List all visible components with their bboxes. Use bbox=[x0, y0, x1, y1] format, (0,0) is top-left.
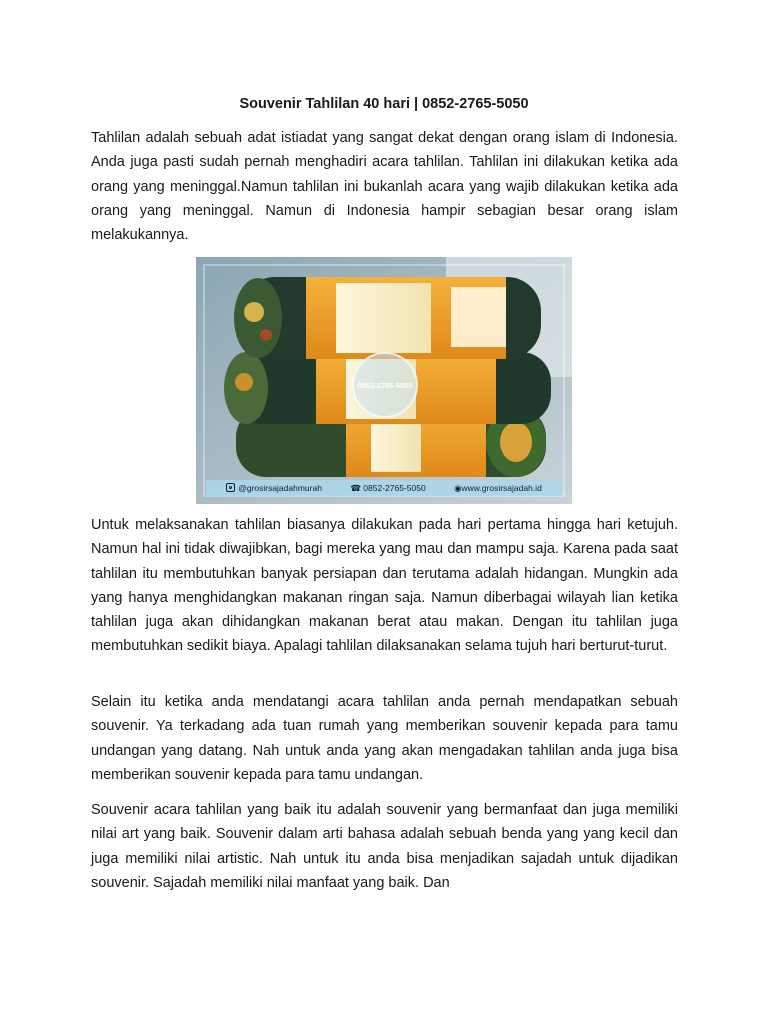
watermark: 0852-2765-5050 bbox=[352, 352, 418, 418]
globe-icon: ◉ bbox=[454, 482, 462, 493]
paragraph-2: Untuk melaksanakan tahlilan biasanya dilakukan pada hari pertama hingga hari ketujuh. Namun hal ini tidak diwajibkan, bagi mereka yang mau dan mampu saja. Karena pada saat tahlilan itu membutuhkan banyak persiapan dan terutama adalah hidangan. Mungkin ada yang hanya menghidangkan makanan ringan saja. Namun diberbagai wilayah lian ketika tahlilan juga akan dihidangkan makanan berat atau makan. Dengan itu tahlilan juga membutuhkan sedikit biaya. Apalagi tahlilan dilaksanakan selama tujuh hari berturut-turut. bbox=[91, 517, 678, 655]
instagram-handle: @grosirsajadahmurah bbox=[226, 483, 322, 493]
paragraph-1: Tahlilan adalah sebuah adat istiadat yang sangat dekat dengan orang islam di Indonesia. Anda juga pasti sudah pernah menghadiri acara tahlilan. Tahlilan ini dilakukan ketika ada orang yang meninggal.Namun tahlilan ini bukanlah acara yang wajib dilakukan ketika ada orang yang meninggal. Namun di Indonesia hampir sebagian besar orang islam melakukannya. bbox=[91, 130, 678, 244]
paragraph-4: Souvenir acara tahlilan yang baik itu adalah souvenir yang bermanfaat dan juga memiliki nilai art yang baik. Souvenir dalam arti bahasa adalah sebuah benda yang yang kecil dan juga memiliki nilai artistic. Nah untuk itu anda bisa menjadikan sajadah untuk dijadikan souvenir. Sajadah memiliki nilai manfaat yang baik. Dan bbox=[91, 802, 678, 891]
document-title: Souvenir Tahlilan 40 hari | 0852-2765-5050 bbox=[239, 96, 529, 112]
instagram-icon bbox=[226, 483, 235, 492]
phone-number: ☎ 0852-2765-5050 bbox=[350, 482, 426, 493]
roll-top bbox=[234, 277, 541, 359]
website: ◉www.grosirsajadah.id bbox=[454, 482, 542, 493]
photo-footer-band bbox=[206, 480, 562, 496]
paragraph-3: Selain itu ketika anda mendatangi acara tahlilan anda pernah mendapatkan sebuah souvenir. Ya terkadang ada tuan rumah yang memberikan souvenir kepada para tamu undangan yang datang. Nah untuk anda yang akan mengadakan tahlilan anda juga bisa memberikan souvenir kepada para tamu undangan. bbox=[91, 694, 678, 783]
product-photo bbox=[196, 257, 572, 504]
whatsapp-icon: ☎ bbox=[350, 482, 361, 493]
